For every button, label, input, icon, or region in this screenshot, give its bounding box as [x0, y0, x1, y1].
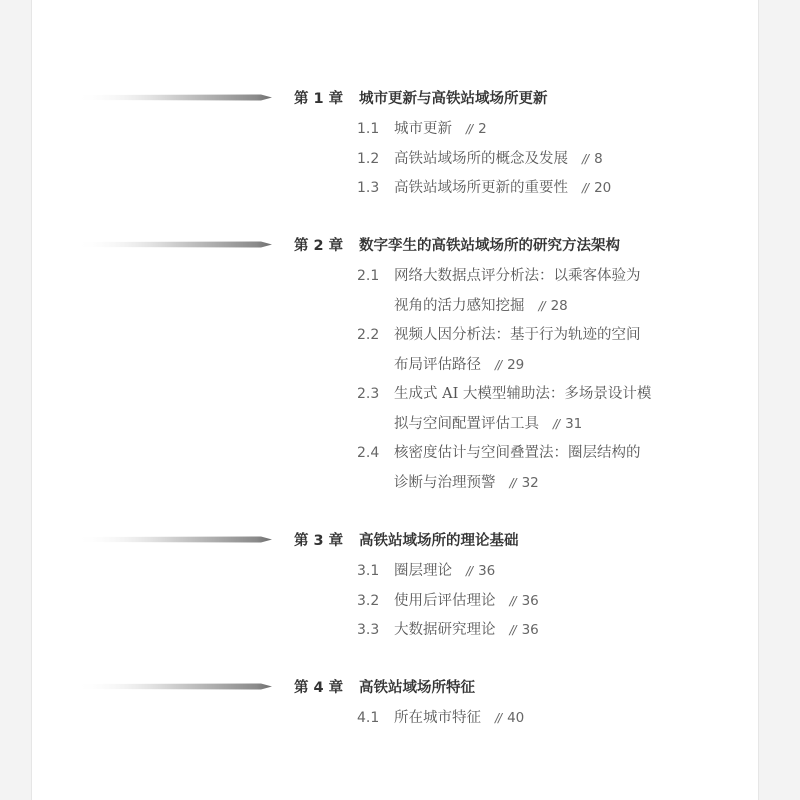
section-number: 4.1	[357, 710, 380, 726]
needle-ornament-icon	[75, 535, 272, 544]
chapter-number: 第 1 章	[294, 91, 344, 107]
page-ref: // 8	[582, 150, 603, 167]
section-number: 3.1	[357, 563, 380, 579]
chapter-title: 城市更新与高铁站域场所更新	[359, 91, 548, 107]
page-ref: // 32	[509, 474, 539, 491]
toc-entry-3-1[interactable]	[357, 561, 687, 591]
section-number: 2.3	[357, 386, 380, 402]
toc-entry-3-2[interactable]	[357, 591, 687, 621]
section-title: 使用后评估理论	[394, 592, 496, 609]
section-number: 2.4	[357, 445, 380, 461]
toc-entry-2-3-cont[interactable]	[357, 414, 687, 444]
toc-entry-4-1[interactable]	[357, 708, 687, 738]
page-ref: // 36	[509, 592, 539, 609]
section-title: 所在城市特征	[394, 710, 481, 726]
page-ref: // 31	[553, 415, 583, 432]
page-ref: // 28	[538, 297, 568, 314]
chapter-4	[0, 678, 800, 726]
needle-ornament-icon	[75, 240, 272, 249]
toc-entry-2-4-cont[interactable]	[357, 473, 687, 503]
section-title: 大数据研究理论	[394, 622, 496, 638]
page-ref: // 20	[582, 180, 612, 196]
section-title-cont: 视角的活力感知挖掘	[394, 297, 525, 314]
toc-entry-1-1[interactable]	[357, 119, 687, 149]
toc-entry-3-3[interactable]	[357, 620, 687, 650]
section-number: 3.3	[357, 622, 380, 638]
page-ref: // 2	[466, 121, 487, 137]
chapter-heading[interactable]	[0, 531, 800, 551]
chapter-title: 高铁站域场所的理论基础	[359, 533, 519, 549]
page-ref: // 36	[466, 563, 496, 579]
chapter-number: 第 4 章	[294, 680, 344, 696]
section-title: 网络大数据点评分析法：以乘客体验为	[394, 268, 641, 284]
chapter-2	[0, 236, 800, 491]
chapter-title: 数字孪生的高铁站域场所的研究方法架构	[359, 238, 620, 254]
section-title: 城市更新	[394, 121, 452, 137]
section-title-cont: 拟与空间配置评估工具	[394, 415, 539, 432]
chapter-title: 高铁站域场所特征	[359, 680, 475, 696]
needle-ornament-icon	[75, 93, 272, 102]
chapter-heading[interactable]	[0, 678, 800, 698]
chapter-heading[interactable]	[0, 89, 800, 109]
needle-ornament-icon	[75, 682, 272, 691]
section-number: 2.1	[357, 268, 380, 284]
section-title: 圈层理论	[394, 563, 452, 579]
section-title: 高铁站域场所更新的重要性	[394, 180, 568, 196]
section-title: 高铁站域场所的概念及发展	[394, 150, 568, 167]
toc-entry-2-1-cont[interactable]	[357, 296, 687, 326]
section-title-cont: 布局评估路径	[394, 356, 481, 373]
section-number: 2.2	[357, 327, 380, 343]
section-title: 核密度估计与空间叠置法：圈层结构的	[394, 445, 641, 461]
section-title-cont: 诊断与治理预警	[394, 474, 496, 491]
page-ref: // 36	[509, 622, 539, 638]
page-ref: // 29	[495, 356, 525, 373]
toc-entry-1-3[interactable]	[357, 178, 687, 208]
toc-entry-2-2[interactable]	[357, 325, 687, 355]
chapter-3	[0, 531, 800, 638]
section-title: 生成式 AI 大模型辅助法：多场景设计模	[394, 386, 652, 402]
toc-entry-2-4[interactable]	[357, 443, 687, 473]
section-number: 1.1	[357, 121, 380, 137]
chapter-1	[0, 89, 800, 196]
chapter-number: 第 2 章	[294, 238, 344, 254]
toc-entry-2-3[interactable]	[357, 384, 687, 414]
chapter-heading[interactable]	[0, 236, 800, 256]
toc-entry-1-2[interactable]	[357, 149, 687, 179]
toc-entry-2-2-cont[interactable]	[357, 355, 687, 385]
toc-entry-2-1[interactable]	[357, 266, 687, 296]
page-ref: // 40	[495, 710, 525, 726]
section-number: 1.2	[357, 150, 380, 167]
section-number: 3.2	[357, 592, 380, 609]
section-title: 视频人因分析法：基于行为轨迹的空间	[394, 327, 641, 343]
section-number: 1.3	[357, 180, 380, 196]
chapter-number: 第 3 章	[294, 533, 344, 549]
